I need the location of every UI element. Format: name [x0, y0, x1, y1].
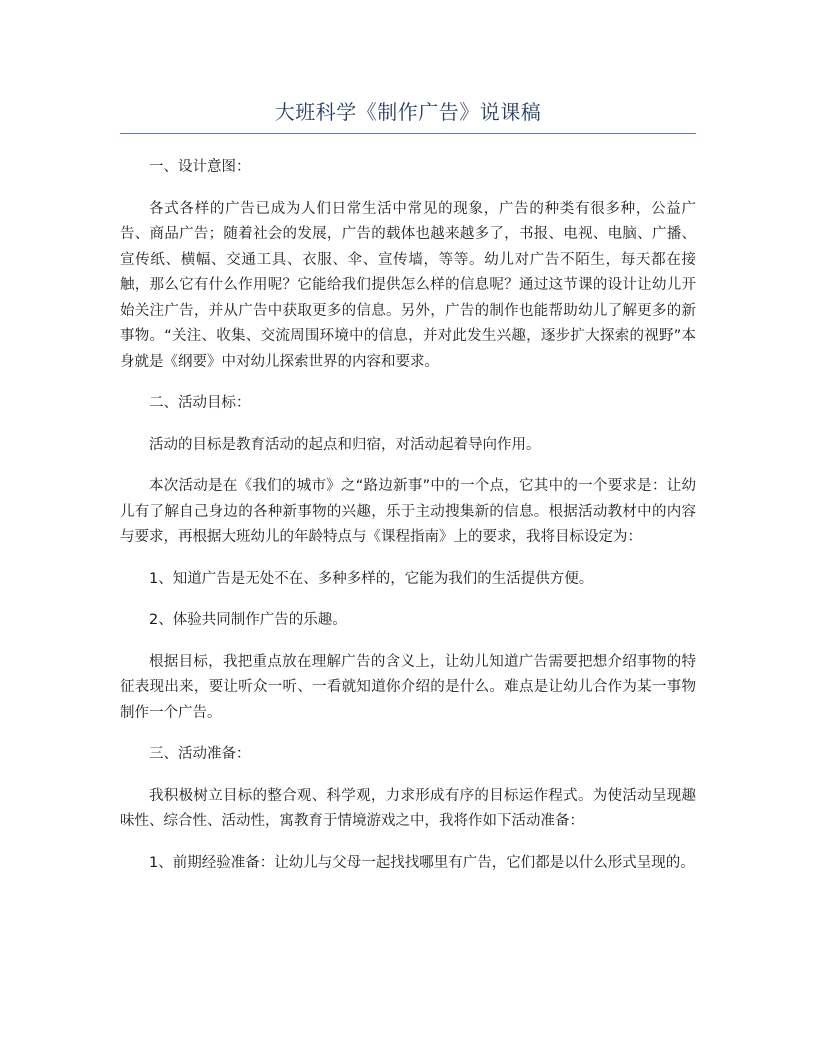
title-underline	[120, 133, 696, 134]
document-body	[120, 155, 696, 892]
goal-item-2: 2、体验共同制作广告的乐趣。	[149, 612, 347, 628]
section-heading-activity-goals: 二、活动目标：	[149, 395, 251, 411]
section-heading-preparation: 三、活动准备：	[149, 746, 251, 762]
document-title: 大班科学《制作广告》说课稿	[274, 100, 542, 124]
paragraph-goals-intro: 活动的目标是教育活动的起点和归宿，对活动起着导向作用。	[149, 436, 541, 453]
section-heading-design-intent: 一、设计意图：	[149, 159, 251, 175]
paragraph-key-points: 根据目标，我把重点放在理解广告的含义上，让幼儿知道广告需要把想介绍事物的特征表现出来，要让听众一听、一看就知道你介绍的是什么。难点是让幼儿合作为某一事物制作一个广告。	[120, 653, 696, 721]
paragraph-preparation-intro: 我积极树立目标的整合观、科学观，力求形成有序的目标运作程式。为使活动呈现趣味性、综合性、活动性，寓教育于情境游戏之中，我将作如下活动准备：	[120, 787, 696, 829]
preparation-item-1: 1、前期经验准备：让幼儿与父母一起找找哪里有广告，它们都是以什么形式呈现的。	[149, 854, 695, 871]
goal-item-1: 1、知道广告是无处不在、多种多样的，它能为我们的生活提供方便。	[149, 570, 594, 587]
paragraph-design-intent: 各式各样的广告已成为人们日常生活中常见的现象，广告的种类有很多种，公益广告、商品广告；随着社会的发展，广告的载体也越来越多了，书报、电视、电脑、广播、宣传纸、横幅、交通工具、衣服、伞、宣传墙，等等。幼儿对广告不陌生，每天都在接触，那么它有什么作用呢？它能给我们提供怎么样的信息呢？通过这节课的设计让幼儿开始关注广告，并从广告中获取更多的信息。另外，广告的制作也能帮助幼儿了解更多的新事物。“关注、收集、交流周围环境中的信息，并对此发生兴趣，逐步扩大探索的视野”本身就是《纲要》中对幼儿探索世界的内容和要求。	[120, 200, 696, 370]
paragraph-goals-context: 本次活动是在《我们的城市》之“路边新事”中的一个点，它其中的一个要求是：让幼儿有了解自己身边的各种新事物的兴趣，乐于主动搜集新的信息。根据活动教材中的内容与要求，再根据大班幼儿的年龄特点与《课程指南》上的要求，我将目标设定为：	[120, 478, 696, 545]
